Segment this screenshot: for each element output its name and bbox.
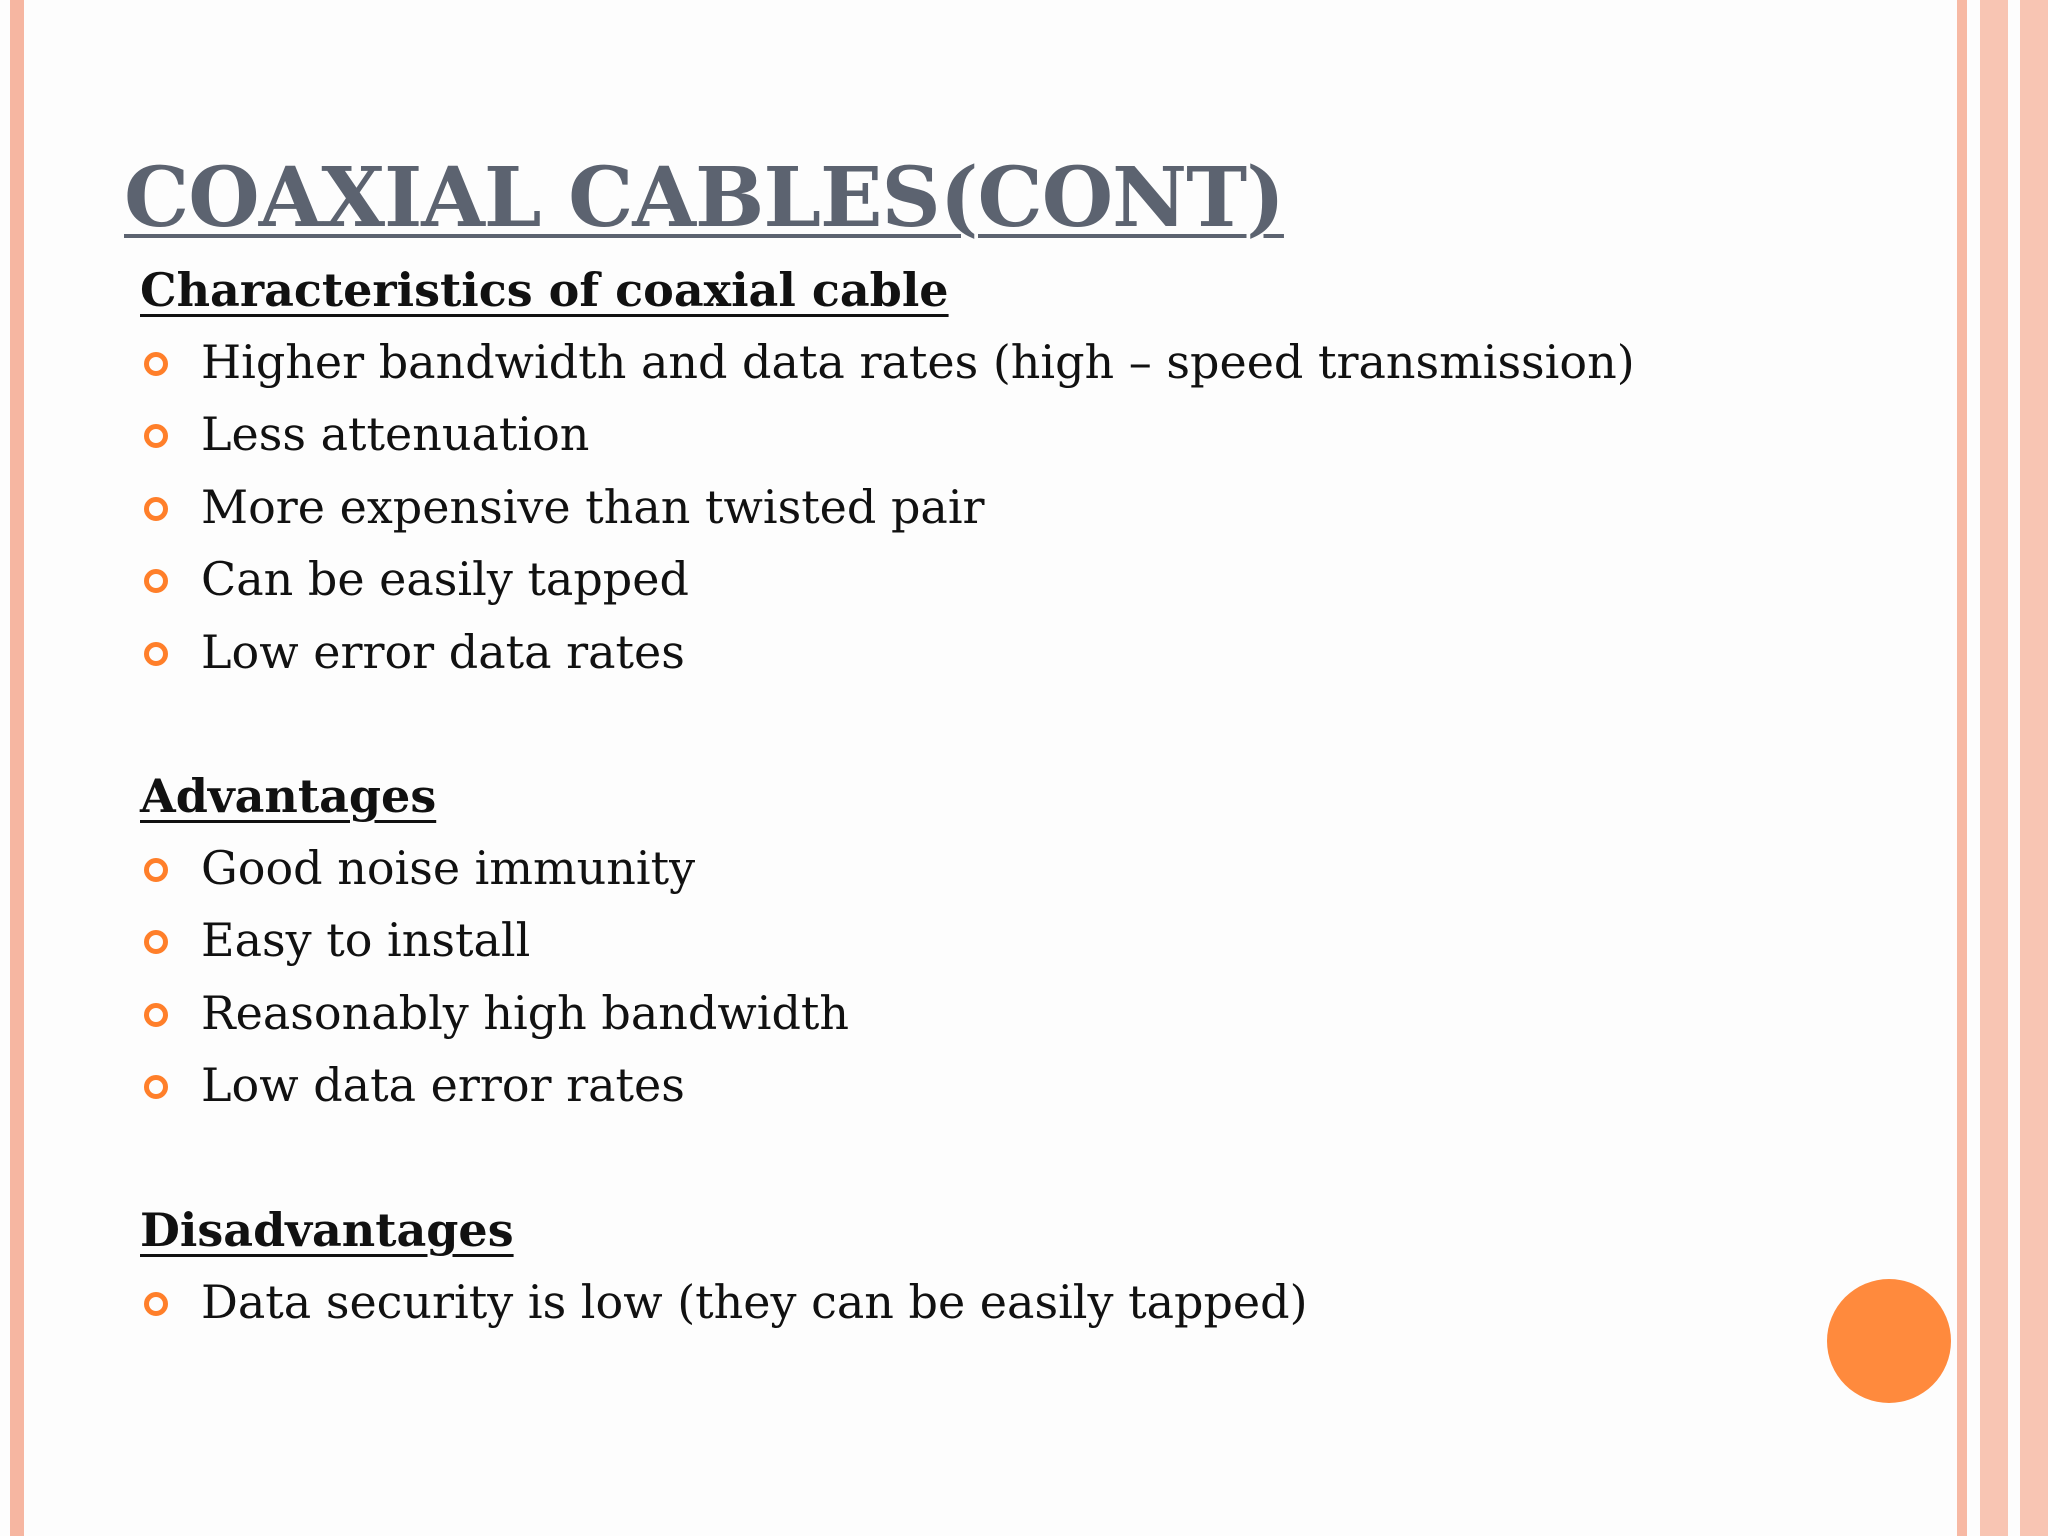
list-item (140, 398, 1900, 470)
list-item (140, 1266, 1900, 1338)
list-item (140, 543, 1900, 615)
hollow-circle-bullet-icon (144, 858, 168, 882)
list-item-text: Low data error rates (201, 1058, 685, 1113)
section-spacer (140, 688, 1900, 760)
hollow-circle-bullet-icon (144, 352, 168, 376)
advantages-list (140, 832, 1900, 1122)
slide-content (140, 254, 1900, 1338)
list-item-text: Higher bandwidth and data rates (high – speed transmission) (201, 335, 1635, 389)
section-spacer (140, 1122, 1900, 1194)
list-item (140, 832, 1900, 904)
right-border-stripe (1980, 0, 2008, 1536)
list-item (140, 904, 1900, 976)
list-item (140, 471, 1900, 543)
list-item-text: Reasonably high bandwidth (201, 985, 850, 1040)
section-heading-advantages: Advantages (140, 769, 437, 824)
hollow-circle-bullet-icon (144, 1292, 168, 1316)
hollow-circle-bullet-icon (144, 569, 168, 593)
list-item-text: Data security is low (they can be easily tapped) (201, 1274, 1308, 1329)
list-item-text: Can be easily tapped (201, 552, 689, 607)
list-item (140, 616, 1900, 688)
list-item (140, 326, 1900, 398)
section-heading-disadvantages: Disadvantages (140, 1202, 514, 1257)
characteristics-list (140, 326, 1900, 688)
left-border-stripe (10, 0, 24, 1536)
list-item-text: Less attenuation (201, 407, 590, 462)
hollow-circle-bullet-icon (144, 1075, 168, 1099)
hollow-circle-bullet-icon (144, 497, 168, 521)
list-item-text: Low error data rates (201, 624, 685, 679)
right-border-stripe (2020, 0, 2048, 1536)
hollow-circle-bullet-icon (144, 930, 168, 954)
list-item (140, 977, 1900, 1049)
list-item-text: Good noise immunity (201, 841, 696, 896)
section-heading-characteristics: Characteristics of coaxial cable (140, 263, 949, 317)
hollow-circle-bullet-icon (144, 642, 168, 666)
hollow-circle-bullet-icon (144, 1003, 168, 1027)
list-item (140, 1049, 1900, 1121)
disadvantages-list (140, 1266, 1900, 1338)
list-item-text: Easy to install (201, 913, 531, 968)
list-item-text: More expensive than twisted pair (201, 479, 985, 534)
hollow-circle-bullet-icon (144, 424, 168, 448)
right-border-stripe (1957, 0, 1967, 1536)
slide-title: COAXIAL CABLES(CONT) (124, 150, 1284, 246)
